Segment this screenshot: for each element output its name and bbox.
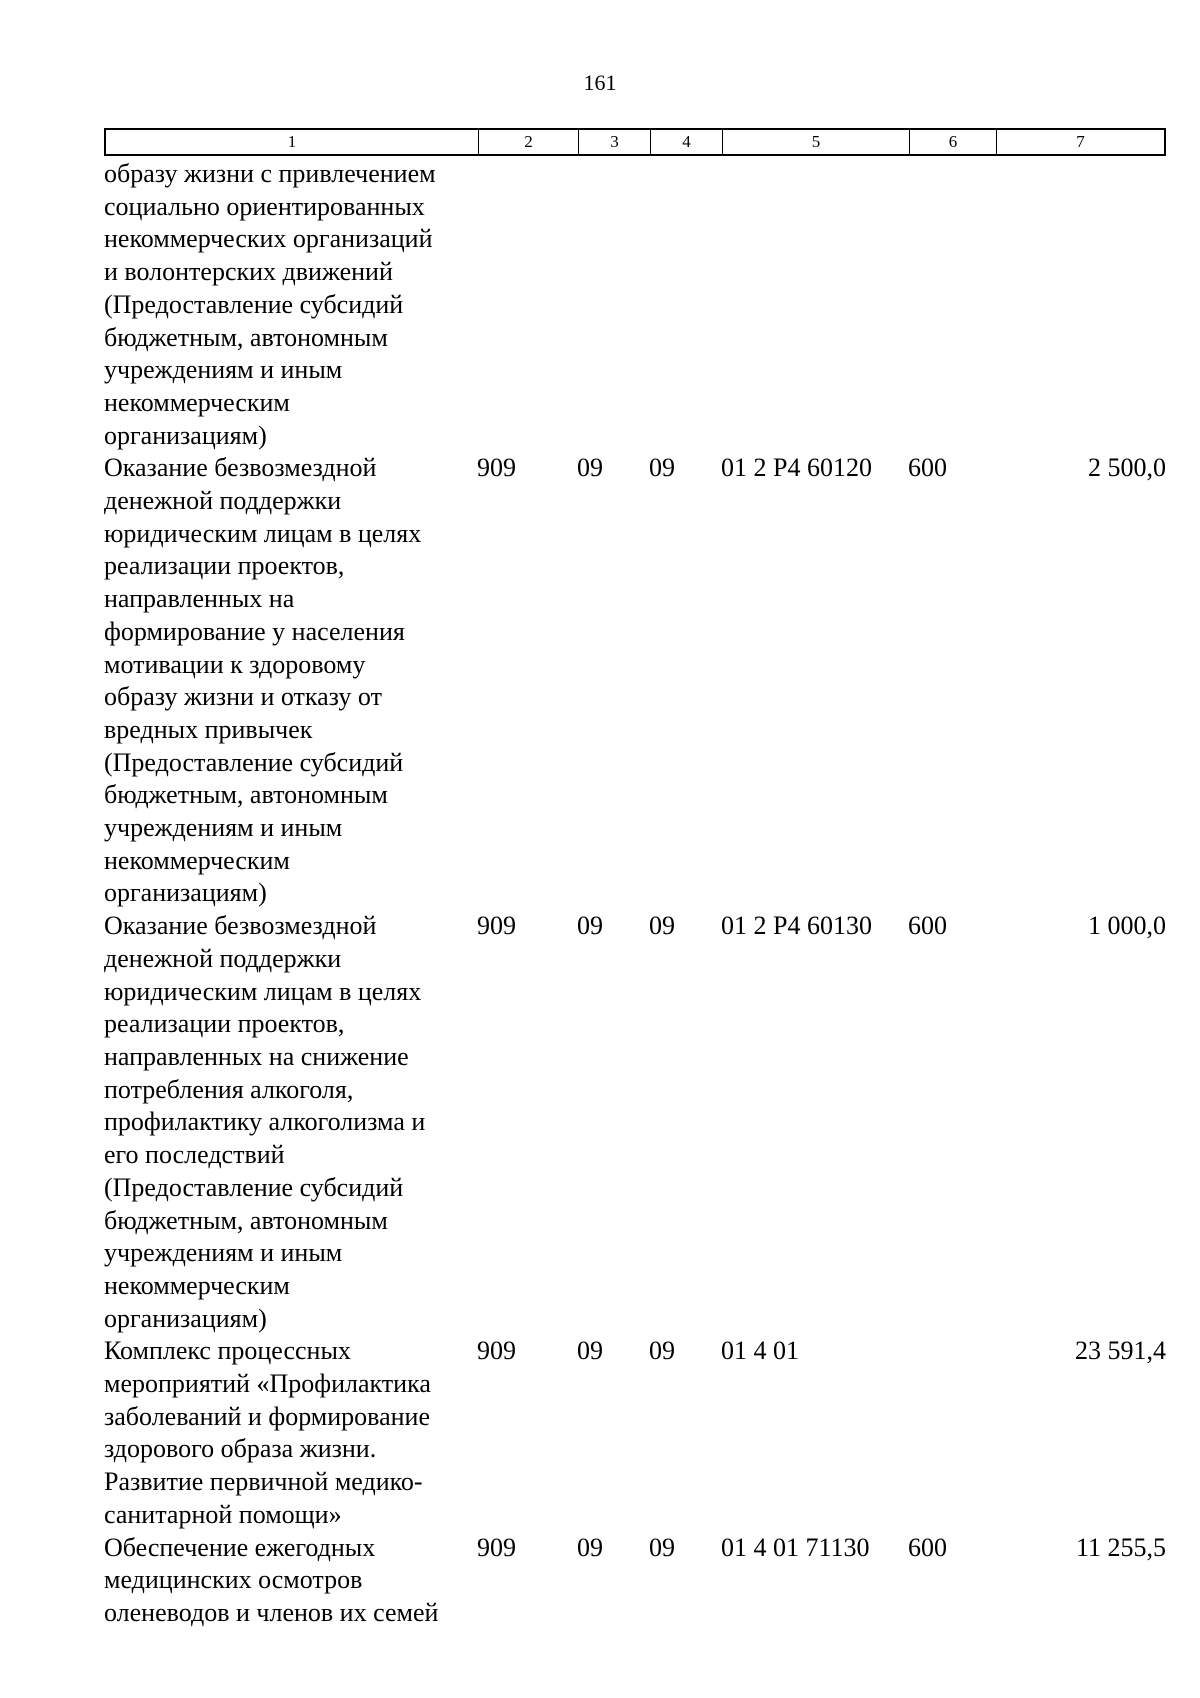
row-col6-cell bbox=[908, 1335, 995, 1531]
header-cell-6: 6 bbox=[910, 130, 997, 154]
row-col6-cell bbox=[908, 158, 995, 452]
row-col5-cell: 01 2 Р4 60120 bbox=[721, 453, 872, 483]
row-col3-cell bbox=[577, 158, 649, 452]
row-col3-cell: 09 bbox=[577, 1336, 603, 1366]
row-col5-cell: 01 4 01 71130 bbox=[721, 1532, 870, 1562]
row-col4-cell bbox=[649, 158, 721, 452]
row-col2-cell: 909 bbox=[477, 1336, 516, 1366]
table-row bbox=[104, 910, 1166, 1335]
row-name-cell: Обеспечение ежегодных медицинских осмотров оленеводов и членов их семей bbox=[104, 1532, 439, 1627]
row-col3-cell: 09 bbox=[577, 1532, 603, 1562]
row-col7-cell: 11 255,5 bbox=[1075, 1532, 1166, 1562]
table-body bbox=[104, 158, 1166, 1630]
row-col2-cell: 909 bbox=[477, 911, 516, 941]
table-row bbox=[104, 158, 1166, 452]
table-row bbox=[104, 1532, 1166, 1630]
row-col7-cell bbox=[995, 158, 1166, 452]
header-cell-1: 1 bbox=[106, 130, 479, 154]
row-name-cell: Оказание безвозмездной денежной поддержки юридическим лицам в целях реализации проектов, направленных на снижение потребления алкоголя, профилактику алкоголизма и его последствий (Предоставление субсидий бюджетным, автономным учреждениям и иным некоммерческим организациям) bbox=[104, 911, 426, 1333]
header-cell-5: 5 bbox=[723, 130, 910, 154]
row-col6-cell: 600 bbox=[908, 911, 947, 941]
row-col6-cell: 600 bbox=[908, 1532, 947, 1562]
row-col7-cell: 2 500,0 bbox=[1088, 453, 1166, 483]
header-cell-2: 2 bbox=[479, 130, 579, 154]
row-name-cell: Комплекс процессных мероприятий «Профилактика заболеваний и формирование здорового образа жизни. Развитие первичной медико- санитарной помощи» bbox=[104, 1336, 431, 1529]
header-cell-4: 4 bbox=[651, 130, 723, 154]
row-col3-cell: 09 bbox=[577, 453, 603, 483]
row-name-cell: образу жизни с привлечением социально ориентированных некоммерческих организаций и волонтерских движений (Предоставление субсидий бюджетным, автономным учреждениям и иным некоммерческим организациям) bbox=[104, 159, 436, 450]
row-col2-cell bbox=[477, 158, 577, 452]
table-header-row bbox=[104, 128, 1166, 156]
row-col7-cell: 23 591,4 bbox=[1075, 1336, 1166, 1366]
row-col2-cell: 909 bbox=[477, 1532, 516, 1562]
row-name-cell: Оказание безвозмездной денежной поддержки юридическим лицам в целях реализации проектов, направленных на формирование у населения мотивации к здоровому образу жизни и отказу от вредных привычек (Предоставление субсидий бюджетным, автономным учреждениям и иным некоммерческим организациям) bbox=[104, 453, 422, 908]
row-col4-cell: 09 bbox=[649, 911, 675, 941]
table-row bbox=[104, 1335, 1166, 1531]
row-col7-cell: 1 000,0 bbox=[1088, 911, 1166, 941]
row-col4-cell: 09 bbox=[649, 1336, 675, 1366]
page-number: 161 bbox=[583, 70, 617, 95]
header-cell-3: 3 bbox=[579, 130, 651, 154]
row-col4-cell: 09 bbox=[649, 1532, 675, 1562]
header-cell-7: 7 bbox=[1076, 132, 1085, 151]
table-row bbox=[104, 452, 1166, 910]
row-col4-cell: 09 bbox=[649, 453, 675, 483]
row-col5-cell: 01 2 Р4 60130 bbox=[721, 911, 872, 941]
row-col2-cell: 909 bbox=[477, 453, 516, 483]
row-col5-cell bbox=[721, 158, 908, 452]
row-col6-cell: 600 bbox=[908, 453, 947, 483]
row-col5-cell: 01 4 01 bbox=[721, 1336, 799, 1366]
row-col3-cell: 09 bbox=[577, 911, 603, 941]
